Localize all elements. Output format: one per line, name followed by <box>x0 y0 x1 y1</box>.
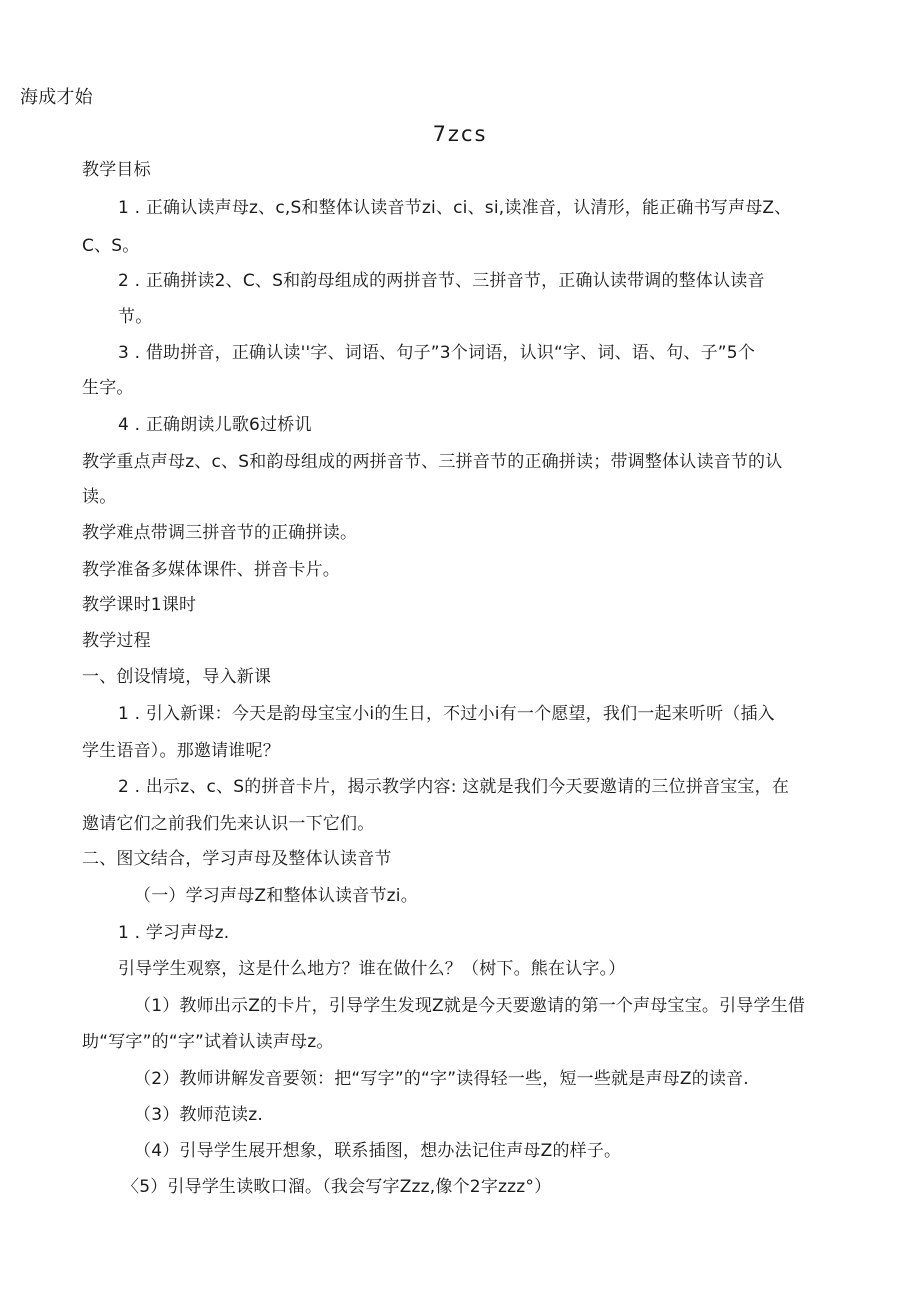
item-1-cont: 助“写字”的“字”试着认读声母z。 <box>82 1032 334 1052</box>
difficulty: 教学难点带调三拼音节的正确拼读。 <box>82 523 358 543</box>
item-1: （1）教师出示Z的卡片，引导学生发现Z就是今天要邀请的第一个声母宝宝。引导学生借 <box>134 996 806 1016</box>
objective-3-cont: 生字。 <box>82 378 134 398</box>
item-2: （2）教师讲解发音要领：把“写字”的“字”读得轻一些，短一些就是声母Z的读音. <box>134 1069 749 1089</box>
objective-1: 1 . 正确认读声母z、c,S和整体认读音节zi、ci、si,读准音，认清形，能正确书写声母Z、 <box>118 198 792 218</box>
observation-prompt: 引导学生观察，这是什么地方？谁在做什么？（树下。熊在认字。） <box>118 959 626 979</box>
objective-2-cont: 节。 <box>118 307 153 327</box>
objective-3: 3 . 借助拼音，正确认读''字、词语、句子”3个词语，认识“字、词、语、句、子”5个 <box>118 343 756 363</box>
item-3: （3）教师范读z. <box>134 1105 263 1125</box>
section-2-heading: 二、图文结合，学习声母及整体认读音节 <box>82 849 392 869</box>
preparation: 教学准备多媒体课件、拼音卡片。 <box>82 560 340 580</box>
step-2-cont: 邀请它们之前我们先来认识一下它们。 <box>82 814 375 834</box>
subsection-1-heading: （一）学习声母Z和整体认读音节zi。 <box>134 886 418 906</box>
heading-process: 教学过程 <box>82 631 151 651</box>
class-hours: 教学课时1课时 <box>82 595 197 615</box>
header-text: 海成才始 <box>20 87 93 108</box>
key-points: 教学重点声母z、c、S和韵母组成的两拼音节、三拼音节的正确拼读；带调整体认读音节的认 <box>82 452 783 472</box>
item-5: 〈5）引导学生读畋口溜。（我会写字Zzz,像个2字zzz°） <box>122 1177 552 1197</box>
step-2: 2 . 出示z、c、S的拼音卡片，揭示教学内容: 这就是我们今天要邀请的三位拼音宝宝，在 <box>118 777 790 797</box>
key-points-cont: 读。 <box>82 487 117 507</box>
section-1-heading: 一、创设情境，导入新课 <box>82 667 272 687</box>
step-1-cont: 学生语音）。那邀请谁呢？ <box>82 741 280 761</box>
item-4: （4）引导学生展开想象，联系插图，想办法记住声母Z的样子。 <box>134 1141 622 1161</box>
heading-objectives: 教学目标 <box>82 160 151 180</box>
objective-2: 2 . 正确拼读2、C、S和韵母组成的两拼音节、三拼音节，正确认读带调的整体认读音 <box>118 271 765 291</box>
page-title: 7zcs <box>432 122 488 146</box>
step-1: 1 . 引入新课：今天是韵母宝宝小i的生日，不过小i有一个愿望，我们一起来听听（插入 <box>118 704 775 724</box>
objective-1-cont: C、S。 <box>82 236 140 256</box>
sub-step-1: 1 . 学习声母z. <box>118 923 230 943</box>
objective-4: 4 . 正确朗读儿歌6过桥讥 <box>118 415 312 435</box>
